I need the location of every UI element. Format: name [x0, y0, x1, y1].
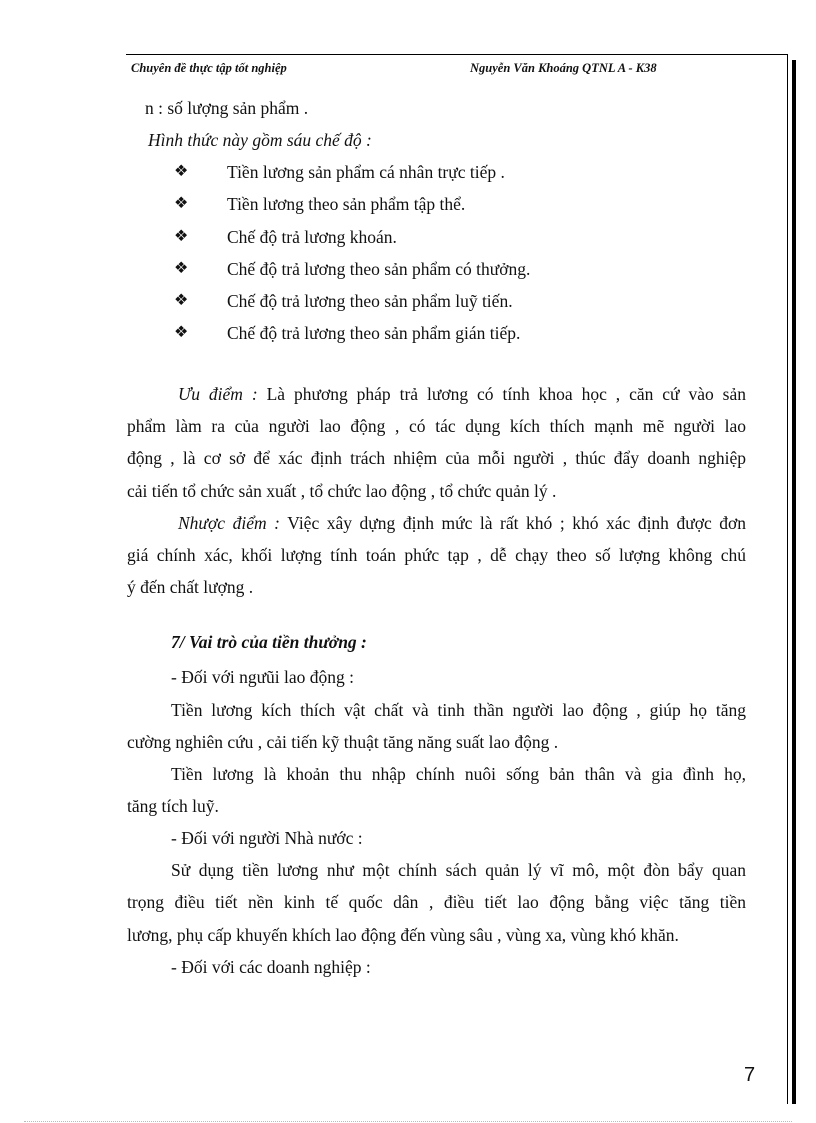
disadvantages-label: Nhược điểm : — [178, 513, 280, 533]
worker-p2-line-2: tăng tích luỹ. — [127, 796, 219, 816]
page-number: 7 — [744, 1064, 756, 1086]
worker-label: - Đối với ngưũi lao động : — [171, 667, 355, 687]
diamond-bullet-icon: ❖ — [174, 260, 189, 277]
header-right: Nguyễn Văn Khoáng QTNL A - K38 — [470, 61, 657, 75]
disadvantages-line-2: giá chính xác, khối lượng tính toán phức tạp , dễ chạy theo số lượng không chú — [127, 545, 746, 565]
list-item: Tiền lương sản phẩm cá nhân trực tiếp . — [227, 162, 505, 182]
state-label: - Đối với người Nhà nước : — [171, 828, 363, 848]
diamond-bullet-icon: ❖ — [174, 324, 189, 341]
disadvantages-line-3: ý đến chất lượng . — [127, 577, 254, 597]
advantages-line-4: cải tiến tổ chức sản xuất , tổ chức lao động , tổ chức quản lý . — [127, 481, 557, 501]
list-item: Tiền lương theo sản phẩm tập thể. — [227, 194, 466, 214]
state-line-3: lương, phụ cấp khuyến khích lao động đến vùng sâu , vùng xa, vùng khó khăn. — [127, 925, 679, 945]
diamond-bullet-icon: ❖ — [174, 228, 189, 245]
page-bottom-edge — [24, 1121, 792, 1122]
diamond-bullet-icon: ❖ — [174, 195, 189, 212]
header-left: Chuyên đề thực tập tốt nghiệp — [131, 61, 287, 75]
page-border-shadow — [792, 60, 796, 1104]
diamond-bullet-icon: ❖ — [174, 292, 189, 309]
header-rule — [126, 54, 788, 55]
list-item: Chế độ trả lương theo sản phẩm luỹ tiến. — [227, 291, 513, 311]
worker-p1-line-2: cường nghiên cứu , cải tiến kỹ thuật tăng năng suất lao động . — [127, 732, 559, 752]
enterprise-label: - Đối với các doanh nghiệp : — [171, 957, 371, 977]
page-border-right — [787, 54, 788, 1104]
list-item: Chế độ trả lương theo sản phẩm có thưởng. — [227, 259, 531, 279]
n-definition: n : số lượng sản phẩm . — [145, 98, 309, 118]
advantages-label: Ưu điểm : — [178, 384, 258, 404]
worker-p2-line-1: Tiền lương là khoản thu nhập chính nuôi sống bản thân và gia đình họ, — [171, 764, 746, 784]
state-line-1: Sử dụng tiền lương như một chính sách quản lý vĩ mô, một đòn bẩy quan — [171, 860, 746, 880]
advantages-line-3: động , là cơ sở để xác định trách nhiệm của mỗi người , thúc đẩy doanh nghiệp — [127, 448, 746, 468]
advantages-line-2: phẩm làm ra của người lao động , có tác dụng kích thích mạnh mẽ người lao — [127, 416, 746, 436]
list-item: Chế độ trả lương theo sản phẩm gián tiếp. — [227, 323, 521, 343]
disadvantages-line-1: Nhược điểm : Việc xây dựng định mức là rất khó ; khó xác định được đơn — [178, 513, 747, 533]
section-7-title: 7/ Vai trò của tiền thưởng : — [171, 632, 367, 652]
forms-intro: Hình thức này gồm sáu chế độ : — [148, 130, 372, 150]
list-item: Chế độ trả lương khoán. — [227, 227, 397, 247]
worker-p1-line-1: Tiền lương kích thích vật chất và tinh thần người lao động , giúp họ tăng — [171, 700, 746, 720]
diamond-bullet-icon: ❖ — [174, 163, 189, 180]
advantages-line-1: Ưu điểm : Là phương pháp trả lương có tính khoa học , căn cứ vào sản — [178, 384, 746, 404]
state-line-2: trọng điều tiết nền kinh tế quốc dân , điều tiết lao động bằng việc tăng tiền — [127, 892, 746, 912]
